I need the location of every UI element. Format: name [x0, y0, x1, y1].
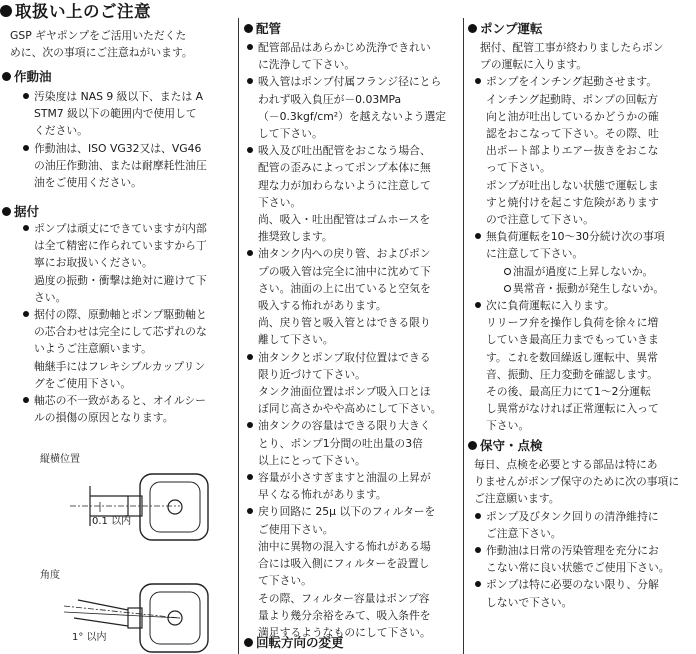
text-line: その際、フィルター容量はポンプ容 — [258, 591, 430, 605]
text-line: ご使用下さい。 — [258, 522, 334, 536]
bullet-icon — [475, 581, 481, 587]
bullet-icon — [23, 145, 29, 151]
bullet-icon — [247, 422, 253, 428]
text-line: 過度の振動・衝撃は絶対に避けて下 — [34, 273, 207, 287]
text-line: しないで下さい。 — [486, 595, 573, 609]
text-line: 満足するようなものにして下さい。 — [258, 625, 431, 639]
text-line: 油タンク内への戻り管、およびポン — [258, 247, 431, 261]
bullet-icon — [247, 508, 253, 514]
figure-label-angle: 角度 — [40, 570, 60, 581]
text-line: その後、最高圧力にて1～2分運転 — [486, 385, 651, 399]
check-item — [486, 263, 696, 280]
list-item — [246, 349, 462, 418]
heading-text: ポンプ運転 — [480, 21, 543, 36]
bullet-icon — [23, 397, 29, 403]
bullet-icon — [2, 72, 11, 81]
text-line: 油をご使用ください。 — [34, 176, 142, 190]
text-line: プの吸入管は完全に油中に沈めて下 — [258, 264, 431, 278]
text-line: って下さい。 — [486, 161, 551, 175]
text-line: 作動油は、ISO VG32又は、VG46 — [34, 141, 202, 155]
section-heading-installation — [2, 202, 39, 220]
section-heading-piping — [244, 19, 281, 37]
bullet-icon — [475, 78, 481, 84]
text-line: して下さい。 — [258, 127, 323, 141]
bullet-icon — [475, 233, 481, 239]
bullet-icon — [475, 302, 481, 308]
text-line: し異常がなければ正常運転に入って — [486, 402, 659, 416]
text-line: 出ポート部よりエアー抜きをおこな — [486, 144, 659, 158]
text-line: の油圧作動油、または耐摩耗性油圧 — [34, 158, 207, 172]
text-line: 音、振動、圧力変動を確認します。 — [486, 367, 658, 381]
column-2 — [240, 0, 464, 654]
bullet-icon — [244, 638, 253, 647]
circle-icon — [504, 285, 511, 292]
figure-tolerance-angle: 1° 以内 — [72, 632, 107, 643]
text-line: すと焼付けを起こす危険があります — [486, 195, 659, 209]
installation-list — [22, 220, 236, 426]
bullet-icon — [247, 147, 253, 153]
text-line: ぼ同じ高さかやや高めにして下さい。 — [258, 402, 442, 416]
text-line: われず吸入負圧が－0.03MPa — [258, 92, 402, 106]
list-item — [474, 228, 696, 297]
text-line: ルの損傷の原因となります。 — [34, 411, 174, 425]
list-item — [474, 297, 696, 435]
text-line: 吸入及び吐出配管をおこなう場合、 — [258, 144, 431, 158]
text-line: 尚、戻り管と吸入管とはできる限り — [258, 316, 431, 330]
text-line: さい。 — [34, 290, 67, 304]
list-item — [474, 73, 696, 228]
hydraulic-oil-list — [22, 88, 236, 191]
piping-list — [246, 39, 462, 641]
text-line: 下さい。 — [486, 419, 530, 433]
text-line: 据付の際、原動軸とポンプ駆動軸と — [34, 308, 207, 322]
bullet-icon — [247, 44, 253, 50]
section-heading-rotation — [244, 633, 344, 651]
text-line: す。これを数回繰返し運転中、異常 — [486, 350, 658, 364]
text-line: ポンプをインチング起動させます。 — [486, 75, 658, 89]
bullet-icon — [468, 441, 477, 450]
text-line: 無負荷運転を10～30分続け次の事項 — [486, 230, 665, 244]
text-line: STM7 級以下の範囲内で使用して — [34, 107, 197, 121]
text-line: いようご注意願います。 — [34, 342, 152, 356]
text-line: 認をおこなって下さい。その際、吐 — [486, 127, 659, 141]
text-line: めに、次の事項にご注意ねがいます。 — [10, 46, 193, 60]
heading-text: 作動油 — [14, 69, 52, 84]
figure-tolerance-offset: 0.1 以内 — [92, 516, 132, 527]
text-line: ご注意下さい。 — [486, 526, 562, 540]
list-item — [22, 220, 236, 306]
bullet-icon — [23, 93, 29, 99]
text-line: とり、ポンプ1分間の吐出量の3倍 — [258, 436, 423, 450]
operation-block — [474, 39, 696, 435]
bullet-icon — [23, 311, 29, 317]
maintenance-intro — [474, 456, 696, 508]
check-item — [486, 280, 696, 297]
text-line: 次に負荷運転に入ります。 — [486, 299, 615, 313]
column-divider — [238, 18, 239, 654]
text-line: 軸継手にはフレキシブルカップリン — [34, 359, 206, 373]
page-title-text: 取扱い上のご注意 — [15, 2, 151, 21]
text-line: ポンプが吐出しない状態で運転しま — [486, 178, 659, 192]
bullet-icon — [247, 250, 253, 256]
text-line: さい。油面の上に出ていると空気を — [258, 281, 431, 295]
text-line: 油タンクの容量はできる限り大きく — [258, 419, 431, 433]
list-item — [246, 142, 462, 245]
text-line: 理な力が加わらないように注意して — [258, 178, 431, 192]
heading-text: 据付 — [14, 204, 40, 219]
text-line: 吸入管はポンプ付属フランジ径にとら — [258, 75, 442, 89]
text-line: グをご使用下さい。 — [34, 376, 132, 390]
list-item — [246, 503, 462, 641]
bullet-icon — [23, 225, 29, 231]
figure-label-vertical: 縦横位置 — [40, 454, 80, 465]
intro-text — [10, 27, 238, 61]
text-line: は全て精密に作られていますから丁 — [34, 239, 207, 253]
text-line: ポンプは特に必要のない限り、分解 — [486, 578, 659, 592]
bullet-icon — [244, 24, 253, 33]
bullet-icon — [475, 547, 481, 553]
text-line: 推奨致します。 — [258, 230, 333, 244]
check-text: 異常音・振動が発生しないか。 — [513, 281, 665, 295]
text-line: 据付、配管工事が終わりましたらポン — [480, 41, 664, 54]
check-text: 油温が過度に上昇しないか。 — [513, 264, 654, 278]
text-line: ので注意して下さい。 — [486, 213, 594, 227]
text-line: 容量が小さすぎますと油温の上昇が — [258, 471, 431, 485]
text-line: ご注意願います。 — [474, 492, 560, 506]
text-line: （－0.3kgf/cm²）を越えないよう選定 — [258, 109, 447, 123]
alignment-figure-offset — [60, 468, 220, 544]
column-3 — [466, 0, 696, 654]
text-line: 尚、吸入・吐出配管はゴムホースを — [258, 213, 431, 227]
circle-icon — [504, 268, 511, 275]
list-item — [246, 245, 462, 348]
text-line: 離して下さい。 — [258, 333, 334, 347]
text-line: に注意して下さい。 — [486, 247, 584, 261]
text-line: 吸入する怖れがあります。 — [258, 299, 387, 313]
list-item — [22, 88, 236, 140]
bullet-icon — [247, 474, 253, 480]
list-item — [22, 392, 236, 426]
text-line: 合には吸入側にフィルターを設置し — [258, 557, 430, 571]
heading-text: 配管 — [256, 21, 282, 36]
text-line: 戻り回路に 25μ 以下のフィルターを — [258, 505, 436, 519]
text-line: 早くなる怖れがあります。 — [258, 488, 387, 502]
text-line: に洗浄して下さい。 — [258, 58, 356, 72]
list-item — [474, 576, 696, 610]
list-item — [474, 542, 696, 576]
text-line: 以上にとって下さい。 — [258, 453, 366, 467]
text-line: GSP ギヤポンプをご活用いただくた — [10, 29, 187, 42]
text-line: の芯合わせは完全にして芯ずれのな — [34, 325, 207, 339]
bullet-icon — [2, 207, 11, 216]
text-line: 作動油は日常の汚染管理を充分にお — [486, 544, 659, 558]
text-line: 配管部品はあらかじめ洗浄できれい — [258, 41, 431, 54]
text-line: 汚染度は NAS 9 級以下、または A — [34, 90, 204, 103]
section-heading-maintenance — [468, 436, 543, 454]
text-line: ポンプは頑丈にできていますが内部 — [34, 222, 207, 235]
bullet-icon — [0, 5, 12, 17]
text-line: 油中に異物の混入する怖れがある場 — [258, 539, 431, 553]
bullet-icon — [247, 354, 253, 360]
list-item — [22, 140, 236, 192]
text-line: インチング起動時、ポンプの回転方 — [486, 92, 658, 106]
text-line: タンク油面位置はポンプ吸入口とほ — [258, 385, 431, 399]
text-line: 毎日、点検を必要とする部品は特にあ — [474, 458, 658, 471]
text-line: 油タンクとポンプ取付位置はできる — [258, 350, 431, 364]
column-1 — [0, 0, 238, 654]
text-line: プの運転に入ります。 — [480, 58, 588, 72]
text-line: ポンプ及びタンク回りの清浄維持に — [486, 509, 659, 523]
maintenance-block — [474, 456, 696, 611]
text-line: していき最高圧力までもっていきま — [486, 333, 659, 347]
text-line: 量より幾分余裕をみて、吸入条件を — [258, 608, 431, 622]
text-line: 軸芯の不一致があると、オイルシー — [34, 394, 206, 408]
list-item — [246, 469, 462, 503]
heading-text: 回転方向の変更 — [256, 635, 344, 650]
text-line: 向と油が吐出しているかどうかの確 — [486, 109, 659, 123]
bullet-icon — [468, 24, 477, 33]
list-item — [22, 306, 236, 392]
text-line: りませんがポンプ保守のために次の事項に — [474, 475, 680, 489]
bullet-icon — [247, 78, 253, 84]
text-line: こない常に良い状態でご使用下さい。 — [486, 561, 670, 575]
text-line: 配管の歪みによってポンプ本体に無 — [258, 161, 431, 175]
text-line: リリーフ弁を操作し負荷を徐々に増 — [486, 316, 659, 330]
text-line: 寧にお取扱いください。 — [34, 256, 153, 270]
text-line: て下さい。 — [258, 574, 312, 588]
text-line: ください。 — [34, 124, 88, 138]
list-item — [246, 73, 462, 142]
page-title — [0, 0, 151, 22]
text-line: 限り近づけて下さい。 — [258, 367, 366, 381]
text-line: 下さい。 — [258, 195, 302, 209]
operation-intro — [474, 39, 696, 73]
section-heading-operation — [468, 19, 543, 37]
bullet-icon — [475, 513, 481, 519]
section-heading-hydraulic-oil — [2, 67, 52, 85]
list-item — [246, 39, 462, 73]
list-item — [474, 508, 696, 542]
heading-text: 保守・点検 — [480, 438, 543, 453]
list-item — [246, 417, 462, 469]
